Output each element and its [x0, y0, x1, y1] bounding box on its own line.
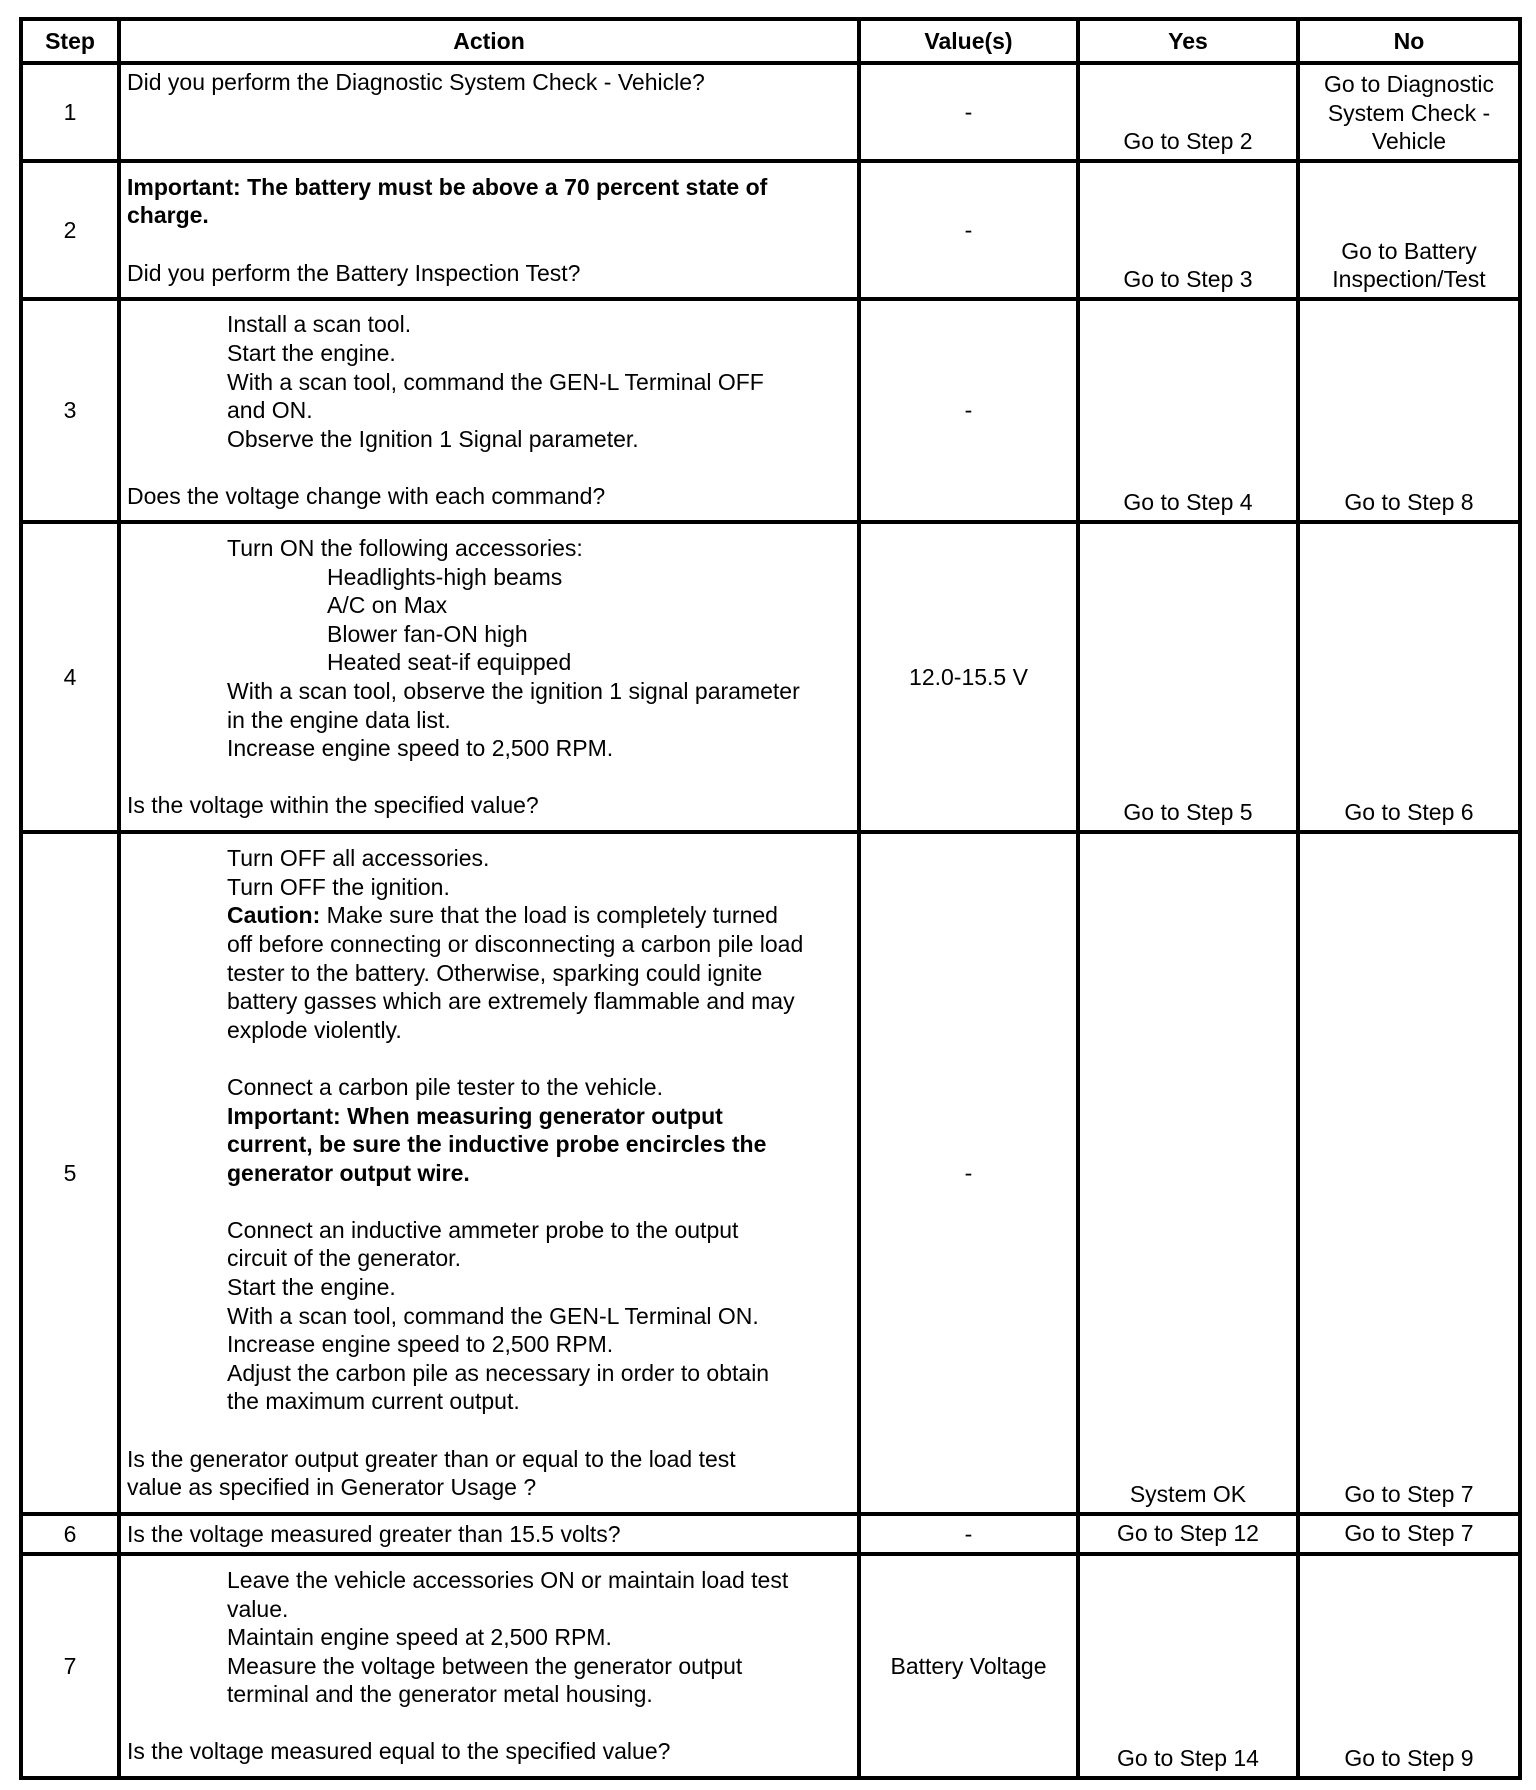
blank-line [127, 230, 853, 259]
table-row-step-6 [21, 1514, 1520, 1554]
step-number: 7 [21, 1554, 119, 1778]
yes-cell: Go to Step 14 [1078, 1554, 1298, 1778]
important-note: generator output wire. [227, 1159, 470, 1186]
action-question: Is the generator output greater than or equal to the load test [127, 1445, 736, 1472]
header-yes: Yes [1078, 19, 1298, 63]
action-line: Start the engine. [227, 1274, 396, 1301]
no-cell: Go to Step 7 [1298, 1514, 1520, 1554]
value-cell: - [859, 161, 1078, 299]
no-cell [1298, 161, 1520, 299]
important-note: Important: When measuring generator output [227, 1102, 723, 1129]
action-line: Turn OFF the ignition. [227, 873, 450, 900]
step-number: 6 [21, 1514, 119, 1554]
no-cell [1298, 63, 1520, 161]
table-row-step-5 [21, 832, 1520, 1514]
important-note: Important: The battery must be above a 70 percent state of [127, 173, 768, 200]
yes-cell: Go to Step 5 [1078, 522, 1298, 832]
blank-line [127, 1416, 853, 1445]
action-line: Measure the voltage between the generator output [227, 1652, 743, 1679]
action-spacer [127, 97, 853, 126]
yes-cell: Go to Step 4 [1078, 299, 1298, 522]
action-line: Adjust the carbon pile as necessary in order to obtain [227, 1359, 770, 1386]
important-note: charge. [127, 202, 209, 229]
action-cell [119, 63, 859, 161]
no-cell: Go to Step 9 [1298, 1554, 1520, 1778]
yes-cell: Go to Step 3 [1078, 161, 1298, 299]
action-line: With a scan tool, observe the ignition 1 signal parameter [227, 678, 800, 704]
action-line: Install a scan tool. [227, 311, 412, 338]
action-line: tester to the battery. Otherwise, sparking could ignite [227, 959, 763, 986]
table-row-step-2 [21, 161, 1520, 299]
action-line: Start the engine. [227, 340, 396, 367]
blank-line [127, 1044, 853, 1073]
action-line: terminal and the generator metal housing. [227, 1681, 653, 1708]
action-question: value as specified in Generator Usage ? [127, 1474, 537, 1501]
table-row-step-1 [21, 63, 1520, 161]
yes-cell: Go to Step 12 [1078, 1514, 1298, 1554]
step-number: 2 [21, 161, 119, 299]
no-cell: Go to Step 7 [1298, 832, 1520, 1514]
action-line: battery gasses which are extremely flammable and may [227, 988, 795, 1015]
header-no: No [1298, 19, 1520, 63]
no-line: Go to Battery [1341, 237, 1477, 264]
no-cell: Go to Step 6 [1298, 522, 1520, 832]
action-line: Observe the Ignition 1 Signal parameter. [227, 425, 639, 452]
blank-line [127, 453, 853, 482]
no-line: System Check - [1327, 99, 1491, 126]
action-cell [119, 1554, 859, 1778]
table-row-step-4 [21, 522, 1520, 832]
action-cell [119, 1514, 859, 1554]
action-line: circuit of the generator. [227, 1245, 461, 1272]
value-cell: - [859, 299, 1078, 522]
table-row-step-3 [21, 299, 1520, 522]
blank-line [127, 1709, 853, 1738]
action-line: Increase engine speed to 2,500 RPM. [227, 1331, 614, 1358]
accessory-item: A/C on Max [327, 592, 448, 619]
action-line: With a scan tool, command the GEN-L Terminal ON. [227, 1302, 759, 1329]
action-cell [119, 832, 859, 1514]
caution-line [127, 901, 853, 930]
action-line: With a scan tool, command the GEN-L Terminal OFF [227, 368, 764, 395]
action-question: Is the voltage measured equal to the specified value? [127, 1738, 671, 1765]
important-note: current, be sure the inductive probe encircles the [227, 1131, 767, 1158]
table-header-row [21, 19, 1520, 63]
blank-line [127, 763, 853, 792]
yes-cell: Go to Step 2 [1078, 63, 1298, 161]
action-question: Is the voltage measured greater than 15.5 volts? [127, 1520, 621, 1547]
step-number: 5 [21, 832, 119, 1514]
action-line: Leave the vehicle accessories ON or maintain load test [227, 1566, 789, 1593]
header-action: Action [119, 19, 859, 63]
no-line: Go to Diagnostic [1323, 71, 1495, 98]
action-line: value. [227, 1595, 289, 1622]
value-cell: 12.0-15.5 V [859, 522, 1078, 832]
action-cell [119, 161, 859, 299]
action-line: in the engine data list. [227, 706, 451, 733]
no-line: Vehicle [1371, 128, 1447, 155]
action-line: Increase engine speed to 2,500 RPM. [227, 735, 614, 762]
value-cell: Battery Voltage [859, 1554, 1078, 1778]
header-step: Step [21, 19, 119, 63]
action-cell [119, 522, 859, 832]
step-number: 1 [21, 63, 119, 161]
step-number: 3 [21, 299, 119, 522]
action-line: Turn ON the following accessories: [227, 535, 583, 562]
header-values: Value(s) [859, 19, 1078, 63]
action-cell [119, 299, 859, 522]
value-cell: - [859, 63, 1078, 161]
action-line: explode violently. [227, 1016, 402, 1043]
action-line: Connect an inductive ammeter probe to the output [227, 1216, 739, 1243]
action-question: Is the voltage within the specified value? [127, 792, 539, 819]
value-cell: - [859, 1514, 1078, 1554]
accessory-item: Heated seat-if equipped [327, 649, 572, 676]
action-line: Turn OFF all accessories. [227, 845, 490, 872]
action-line: Maintain engine speed at 2,500 RPM. [227, 1624, 612, 1651]
step-number: 4 [21, 522, 119, 832]
action-question: Did you perform the Battery Inspection Test? [127, 259, 581, 286]
value-cell: - [859, 832, 1078, 1514]
diagnostic-table [19, 17, 1522, 1780]
caution-label: Caution: [227, 902, 321, 929]
action-line: and ON. [227, 397, 313, 424]
action-line: Did you perform the Diagnostic System Check - Vehicle? [127, 69, 705, 95]
caution-text: Make sure that the load is completely turned [320, 902, 778, 929]
blank-line [127, 1187, 853, 1216]
yes-cell: System OK [1078, 832, 1298, 1514]
table-row-step-7 [21, 1554, 1520, 1778]
accessory-item: Headlights-high beams [327, 563, 563, 590]
action-line: off before connecting or disconnecting a carbon pile load [227, 930, 804, 957]
action-question: Does the voltage change with each command? [127, 482, 606, 509]
no-line: Inspection/Test [1332, 266, 1486, 293]
accessory-item: Blower fan-ON high [327, 620, 528, 647]
action-line: Connect a carbon pile tester to the vehicle. [227, 1073, 663, 1100]
no-cell: Go to Step 8 [1298, 299, 1520, 522]
action-line: the maximum current output. [227, 1388, 520, 1415]
